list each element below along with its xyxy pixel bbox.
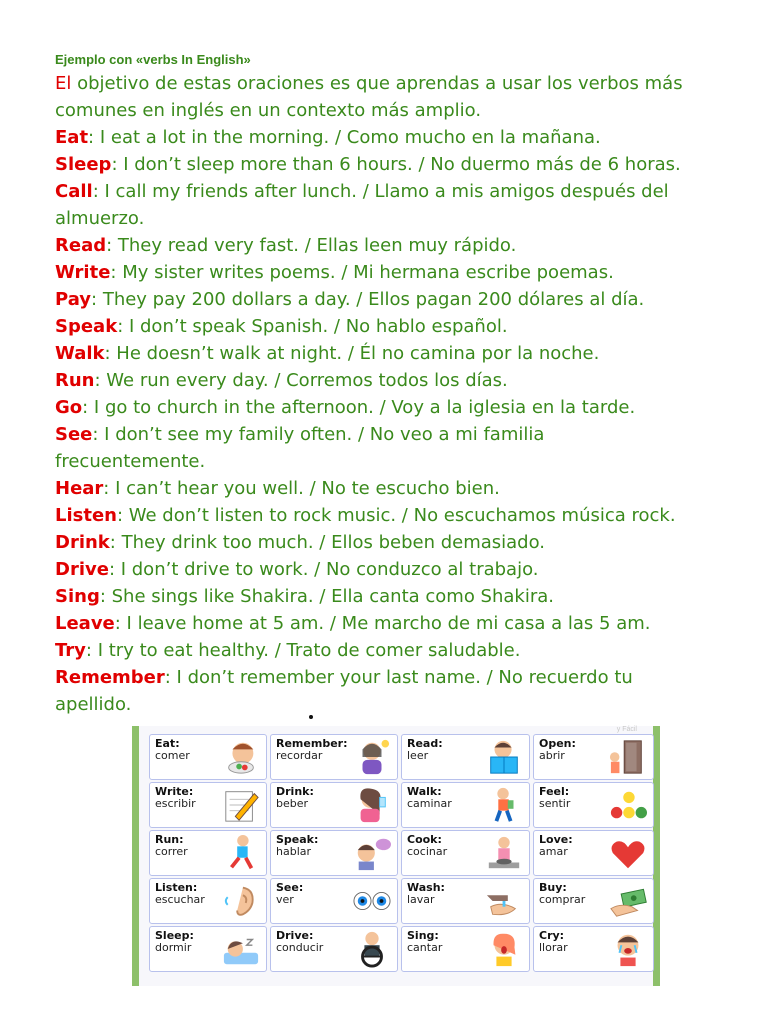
vocab-spanish: correr: [155, 845, 188, 858]
vocab-card: [401, 830, 530, 876]
speaking-boy-icon: [351, 834, 393, 872]
document-heading: Ejemplo con «verbs In English»: [55, 52, 251, 67]
verb-word: Listen: [55, 505, 117, 526]
verb-word: Read: [55, 235, 107, 256]
verb-word: Walk: [55, 343, 105, 364]
writing-pencil-icon: [220, 786, 262, 824]
intro-paragraph: [55, 70, 755, 124]
vocab-english: Open:: [539, 737, 576, 750]
vocab-card: [270, 782, 398, 828]
vocab-card: [533, 926, 654, 972]
sentence-text: : I can’t hear you well. / No te escucho bien.: [103, 478, 500, 499]
sentence-text: : I don’t speak Spanish. / No hablo español.: [117, 316, 508, 337]
document-body: [55, 52, 755, 718]
verb-sentence: [55, 637, 755, 664]
sentence-text: : My sister writes poems. / Mi hermana escribe poemas.: [110, 262, 614, 283]
verb-word: Speak: [55, 316, 118, 337]
vocab-english: Listen:: [155, 881, 198, 894]
vocab-spanish: llorar: [539, 941, 568, 954]
vocab-english: Run:: [155, 833, 184, 846]
sentence-text: : They drink too much. / Ellos beben demasiado.: [109, 532, 546, 553]
open-door-icon: [607, 738, 649, 776]
vocab-card: [401, 926, 530, 972]
verb-word: Pay: [55, 289, 92, 310]
walking-boy-icon: [483, 786, 525, 824]
sentence-text: : We run every day. / Corremos todos los días.: [94, 370, 508, 391]
verb-word: Sleep: [55, 154, 112, 175]
vocab-spanish: ver: [276, 893, 294, 906]
vocab-english: Speak:: [276, 833, 319, 846]
verb-word: Go: [55, 397, 83, 418]
verb-sentence: [55, 502, 755, 529]
eyes-icon: [351, 882, 393, 920]
sentence-text: : He doesn’t walk at night. / Él no camina por la noche.: [104, 343, 600, 364]
verb-sentence-list: [55, 124, 755, 718]
washing-hands-icon: [483, 882, 525, 920]
verb-sentence: [55, 583, 755, 610]
vocabulary-grid: [149, 734, 644, 972]
cooking-woman-icon: [483, 834, 525, 872]
verb-sentence: [55, 556, 755, 583]
vocab-english: Feel:: [539, 785, 570, 798]
vocab-spanish: beber: [276, 797, 309, 810]
vocab-card: [149, 782, 267, 828]
vocab-english: Sing:: [407, 929, 439, 942]
vocab-english: Eat:: [155, 737, 180, 750]
vocab-english: Remember:: [276, 737, 348, 750]
vocab-card: [270, 734, 398, 780]
vocab-spanish: cantar: [407, 941, 443, 954]
sentence-text: almuerzo.: [55, 208, 145, 229]
verb-sentence: [55, 367, 755, 394]
vocab-spanish: leer: [407, 749, 429, 762]
sentence-text: : I leave home at 5 am. / Me marcho de mi casa a las 5 am.: [114, 613, 651, 634]
vocab-english: Drink:: [276, 785, 314, 798]
verb-sentence: [55, 691, 755, 718]
verb-sentence: [55, 340, 755, 367]
sentence-text: : I don’t drive to work. / No conduzco al trabajo.: [108, 559, 539, 580]
vocab-spanish: lavar: [407, 893, 435, 906]
bullet-dot: [309, 715, 313, 719]
eating-boy-icon: [220, 738, 262, 776]
vocab-card: [401, 782, 530, 828]
vocab-english: Cry:: [539, 929, 565, 942]
verb-sentence: [55, 286, 755, 313]
verb-word: Remember: [55, 667, 165, 688]
verb-sentence: [55, 394, 755, 421]
sentence-text: : I eat a lot in the morning. / Como mucho en la mañana.: [88, 127, 601, 148]
sentence-text: frecuentemente.: [55, 451, 206, 472]
verb-sentence: [55, 448, 755, 475]
sentence-text: : I go to church in the afternoon. / Voy a la iglesia en la tarde.: [82, 397, 636, 418]
verb-sentence: [55, 664, 755, 691]
sentence-text: : I don’t see my family often. / No veo a mi familia: [92, 424, 545, 445]
crying-boy-icon: [607, 930, 649, 968]
driving-man-icon: [351, 930, 393, 968]
sentence-text: : I call my friends after lunch. / Llamo a mis amigos después del: [92, 181, 669, 202]
vocab-spanish: escribir: [155, 797, 196, 810]
sentence-text: : I try to eat healthy. / Trato de comer saludable.: [85, 640, 521, 661]
vocab-spanish: comprar: [539, 893, 586, 906]
verb-sentence: [55, 259, 755, 286]
verb-sentence: [55, 529, 755, 556]
sentence-text: : I don’t sleep more than 6 hours. / No duermo más de 6 horas.: [111, 154, 681, 175]
vocab-card: [401, 878, 530, 924]
singing-girl-icon: [483, 930, 525, 968]
reading-boy-icon: [483, 738, 525, 776]
sentence-text: apellido.: [55, 694, 132, 715]
verb-word: Drink: [55, 532, 110, 553]
sentence-text: : She sings like Shakira. / Ella canta como Shakira.: [99, 586, 554, 607]
verb-sentence: [55, 151, 755, 178]
vocab-spanish: conducir: [276, 941, 324, 954]
vocab-english: Wash:: [407, 881, 445, 894]
intro-first-word: El: [55, 73, 72, 94]
vocab-card: [533, 878, 654, 924]
chart-watermark: y Fácil: [616, 726, 637, 733]
sleeping-girl-icon: [220, 930, 262, 968]
intro-text-line2: comunes en inglés en un contexto más amplio.: [55, 100, 482, 121]
verb-sentence: [55, 178, 755, 205]
vocab-english: See:: [276, 881, 304, 894]
vocab-english: Love:: [539, 833, 573, 846]
vocab-english: Cook:: [407, 833, 442, 846]
vocab-card: [149, 926, 267, 972]
thinking-girl-icon: [351, 738, 393, 776]
verb-sentence: [55, 205, 755, 232]
running-boy-icon: [220, 834, 262, 872]
vocab-spanish: cocinar: [407, 845, 448, 858]
vocab-english: Drive:: [276, 929, 314, 942]
vocab-card: [533, 734, 654, 780]
vocab-english: Walk:: [407, 785, 442, 798]
verb-sentence: [55, 475, 755, 502]
verb-sentence: [55, 313, 755, 340]
verb-word: Eat: [55, 127, 89, 148]
vocab-card: [149, 830, 267, 876]
emotion-faces-icon: [607, 786, 649, 824]
vocab-card: [270, 878, 398, 924]
vocab-spanish: comer: [155, 749, 190, 762]
vocab-spanish: hablar: [276, 845, 312, 858]
vocab-english: Read:: [407, 737, 443, 750]
vocab-card: [401, 734, 530, 780]
verb-word: Drive: [55, 559, 109, 580]
verb-word: Run: [55, 370, 95, 391]
verb-word: See: [55, 424, 93, 445]
vocab-card: [270, 830, 398, 876]
vocab-english: Sleep:: [155, 929, 194, 942]
verb-word: Write: [55, 262, 111, 283]
vocab-spanish: escuchar: [155, 893, 205, 906]
vocab-spanish: caminar: [407, 797, 452, 810]
verb-sentence: [55, 610, 755, 637]
sentence-text: : They pay 200 dollars a day. / Ellos pagan 200 dólares al día.: [91, 289, 645, 310]
verb-vocabulary-chart: [132, 726, 660, 986]
vocab-card: [270, 926, 398, 972]
vocab-english: Buy:: [539, 881, 567, 894]
vocab-english: Write:: [155, 785, 194, 798]
vocab-card: [149, 878, 267, 924]
verb-word: Sing: [55, 586, 100, 607]
verb-word: Call: [55, 181, 93, 202]
verb-sentence: [55, 421, 755, 448]
verb-word: Leave: [55, 613, 115, 634]
sentence-text: : I don’t remember your last name. / No recuerdo tu: [164, 667, 633, 688]
vocab-spanish: dormir: [155, 941, 192, 954]
intro-text: objetivo de estas oraciones es que aprendas a usar los verbos más: [71, 73, 683, 94]
vocab-card: [149, 734, 267, 780]
verb-sentence: [55, 124, 755, 151]
drinking-girl-icon: [351, 786, 393, 824]
heart-icon: [607, 834, 649, 872]
vocab-spanish: sentir: [539, 797, 571, 810]
verb-sentence: [55, 232, 755, 259]
vocab-spanish: amar: [539, 845, 568, 858]
verb-word: Try: [55, 640, 86, 661]
money-hand-icon: [607, 882, 649, 920]
ear-icon: [220, 882, 262, 920]
vocab-spanish: abrir: [539, 749, 565, 762]
verb-word: Hear: [55, 478, 104, 499]
vocab-card: [533, 782, 654, 828]
sentence-text: : They read very fast. / Ellas leen muy rápido.: [106, 235, 517, 256]
vocab-card: [533, 830, 654, 876]
vocab-spanish: recordar: [276, 749, 323, 762]
sentence-text: : We don’t listen to rock music. / No escuchamos música rock.: [116, 505, 676, 526]
